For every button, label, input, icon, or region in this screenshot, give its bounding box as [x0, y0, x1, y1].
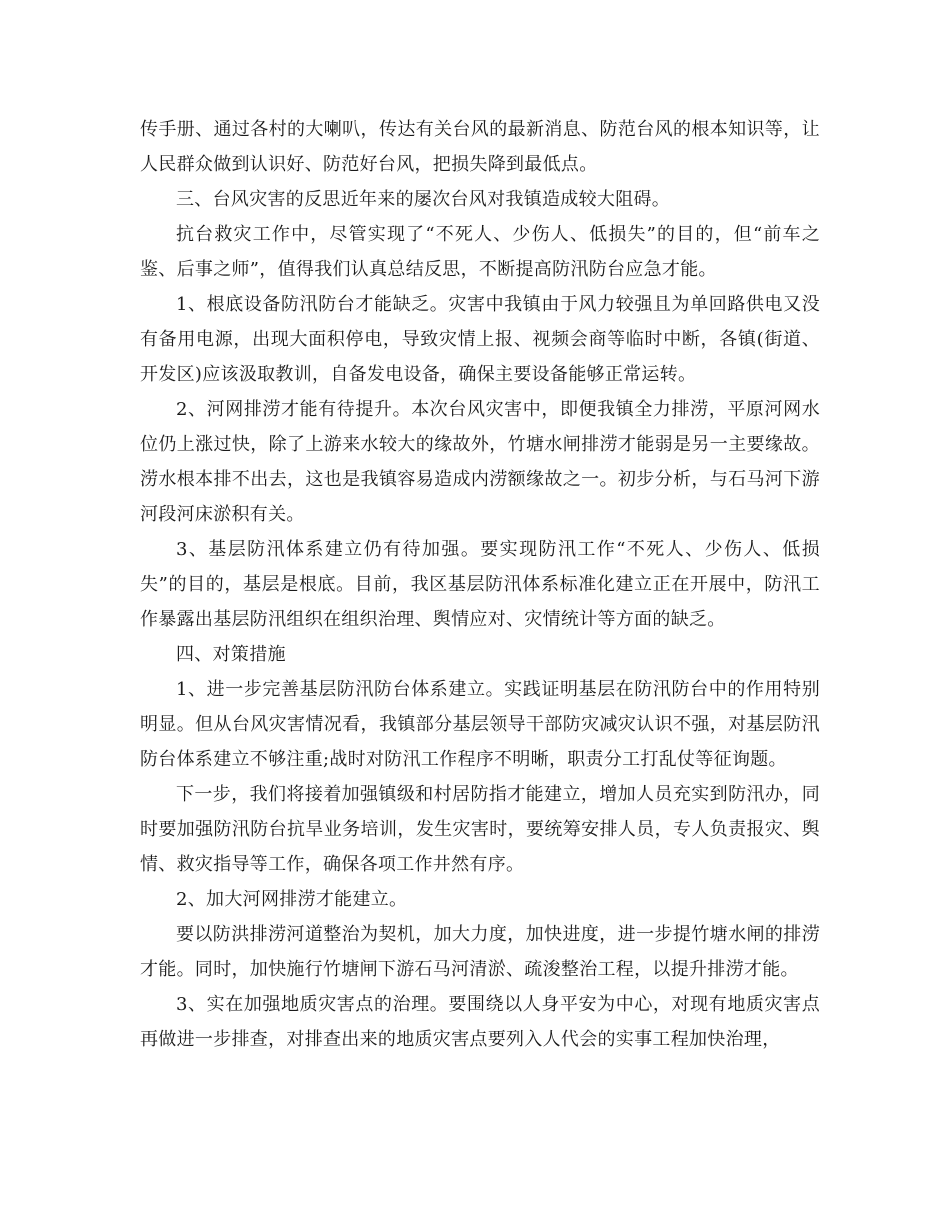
paragraph-12: 3、实在加强地质灾害点的治理。要围绕以人身平安为中心，对现有地质灾害点再做进一步排查，对排查出来的地质灾害点要列入人代会的实事工程加快治理， [140, 994, 820, 1050]
paragraph-10: 2、加大河网排涝才能建立。 [176, 889, 408, 910]
document-body [140, 112, 820, 1057]
section-heading-3: 三、台风灾害的反思近年来的屡次台风对我镇造成较大阻碍。 [176, 189, 671, 210]
paragraph-8: 1、进一步完善基层防汛防台体系建立。实践证明基层在防汛防台中的作用特别明显。但从台风灾害情况看，我镇部分基层领导干部防灾减灾认识不强，对基层防汛防台体系建立不够注重;战时对防汛工作程序不明晰，职责分工打乱仗等征询题。 [140, 679, 820, 770]
paragraph-9: 下一步，我们将接着加强镇级和村居防指才能建立，增加人员充实到防汛办，同时要加强防汛防台抗旱业务培训，发生灾害时，要统筹安排人员，专人负责报灾、舆情、救灾指导等工作，确保各项工作井然有序。 [140, 784, 820, 875]
paragraph-11: 要以防洪排涝河道整治为契机，加大力度，加快进度，进一步提竹塘水闸的排涝才能。同时，加快施行竹塘闸下游石马河清淤、疏浚整治工程，以提升排涝才能。 [140, 924, 820, 980]
paragraph-4: 1、根底设备防汛防台才能缺乏。灾害中我镇由于风力较强且为单回路供电又没有备用电源，出现大面积停电，导致灾情上报、视频会商等临时中断，各镇(街道、开发区)应该汲取教训，自备发电设备，确保主要设备能够正常运转。 [140, 294, 820, 385]
paragraph-1: 传手册、通过各村的大喇叭，传达有关台风的最新消息、防范台风的根本知识等，让人民群众做到认识好、防范好台风，把损失降到最低点。 [140, 119, 820, 175]
section-heading-4: 四、对策措施 [176, 644, 286, 665]
paragraph-6: 3、基层防汛体系建立仍有待加强。要实现防汛工作“不死人、少伤人、低损失”的目的，基层是根底。目前，我区基层防汛体系标准化建立正在开展中，防汛工作暴露出基层防汛组织在组织治理、舆情应对、灾情统计等方面的缺乏。 [140, 539, 820, 630]
paragraph-5: 2、河网排涝才能有待提升。本次台风灾害中，即便我镇全力排涝，平原河网水位仍上涨过快，除了上游来水较大的缘故外，竹塘水闸排涝才能弱是另一主要缘故。涝水根本排不出去，这也是我镇容易造成内涝额缘故之一。初步分析，与石马河下游河段河床淤积有关。 [140, 399, 820, 525]
paragraph-3: 抗台救灾工作中，尽管实现了“不死人、少伤人、低损失”的目的，但“前车之鉴、后事之师”，值得我们认真总结反思，不断提高防汛防台应急才能。 [140, 224, 820, 280]
